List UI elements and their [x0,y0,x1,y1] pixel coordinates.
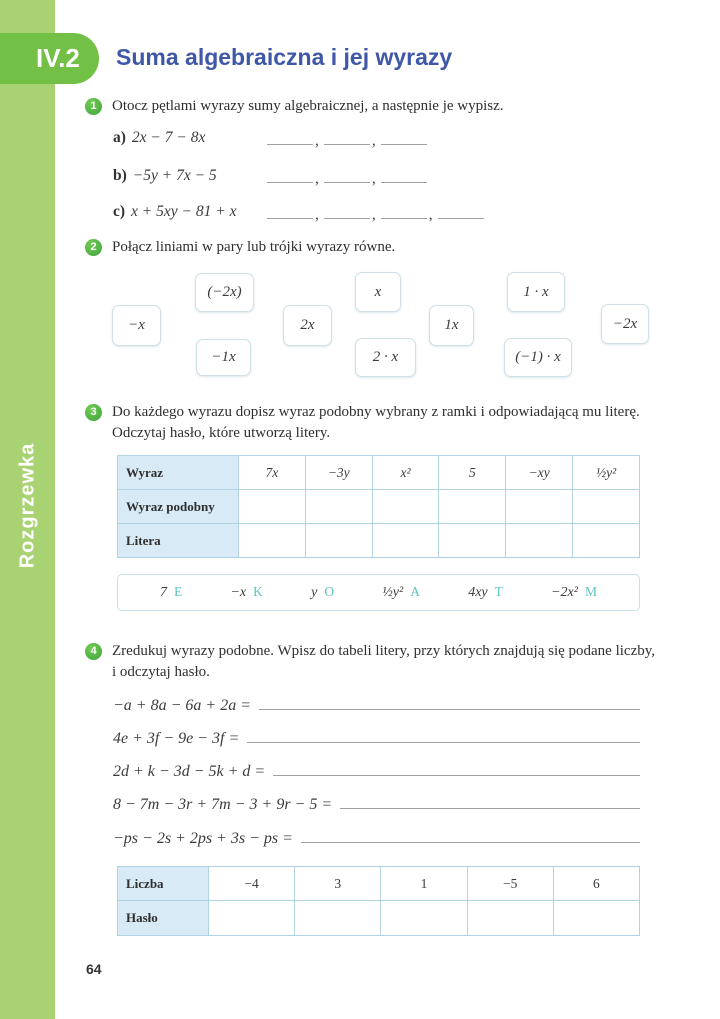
equation-1 [113,697,640,715]
equation-5 [113,830,640,848]
number-cell: 3 [295,867,381,901]
table-row [118,867,640,901]
item-label: a) [113,129,126,146]
row-label: Liczba [118,867,209,901]
table-row [118,456,640,490]
empty-cell [372,524,439,558]
exercise-4-instruction [85,641,660,683]
key-item [551,584,597,601]
equation-text: 2d + k − 3d − 5k + d = [113,763,266,780]
exercise-3-text: Do każdego wyrazu dopisz wyraz podobny wybrany z ramki i odpowiadającą mu literę. Odczytaj hasło, które utworzą litery. [112,404,640,441]
key-letter: K [253,584,263,599]
password-table [117,866,640,936]
empty-cell [239,490,306,524]
answer-blanks [267,131,427,150]
match-box-8: −1x [196,339,251,376]
key-item [382,584,420,601]
equation-text: 4e + 3f − 9e − 3f = [113,730,240,747]
equation-text: −a + 8a − 6a + 2a = [113,697,251,714]
equation-2 [113,730,640,748]
equation-4 [113,796,640,814]
item-label: c) [113,203,126,220]
answer-blank [438,205,484,219]
letter-key-box [117,574,640,611]
table-row [118,490,640,524]
key-expression: ½y² [382,585,404,600]
exercise-3-instruction [85,402,660,444]
exercise-1-item-a [113,129,376,151]
answer-blank [324,131,370,145]
empty-cell [295,901,381,936]
empty-cell [305,490,372,524]
empty-cell [506,524,573,558]
empty-cell [381,901,467,936]
key-letter: E [174,584,183,599]
key-item [230,584,262,601]
number-cell: −4 [209,867,295,901]
answer-blank [324,169,370,183]
match-box-9: 2 · x [355,338,416,377]
section-badge-label: IV.2 [36,43,80,73]
item-expression: −5y + 7x − 5 [132,167,217,184]
key-expression: −2x² [551,585,578,600]
item-expression: 2x − 7 − 8x [131,129,206,146]
table-row [118,901,640,936]
sidebar-section-label: Rozgrzewka [16,442,39,569]
empty-cell [439,524,506,558]
separator: , [315,206,319,223]
match-box-7: −2x [601,304,649,344]
similar-terms-table [117,455,640,558]
exercise-4-text: Zredukuj wyrazy podobne. Wpisz do tabeli litery, przy których znajdują się podane liczby, i odczytaj hasło. [112,643,656,680]
exercise-1-text: Otocz pętlami wyrazy sumy algebraicznej, a następnie je wypisz. [112,98,504,114]
exercise-2-instruction [85,237,645,258]
separator: , [428,206,433,223]
number-cell: 6 [553,867,639,901]
exercise-1-number-badge: 1 [85,98,102,115]
empty-cell [239,524,306,558]
term-cell: 5 [439,456,506,490]
row-label: Wyraz [118,456,239,490]
separator: , [315,170,319,187]
term-cell: x² [372,456,439,490]
exercise-2-number-badge: 2 [85,239,102,256]
separator: , [315,132,319,149]
equation-text: 8 − 7m − 3r + 7m − 3 + 9r − 5 = [113,796,333,813]
exercise-3-number-badge: 3 [85,404,102,421]
table-row [118,524,640,558]
number-cell: −5 [467,867,553,901]
match-box-6: 1x [429,305,474,346]
answer-blank [381,169,427,183]
match-box-5: 2x [283,305,332,346]
key-item [311,584,334,601]
term-cell: 7x [239,456,306,490]
key-letter: O [324,584,335,599]
empty-cell [553,901,639,936]
exercise-1-item-b [113,167,376,189]
empty-cell [467,901,553,936]
item-expression: x + 5xy − 81 + x [131,203,237,220]
key-letter: A [410,584,420,599]
key-item [468,584,503,601]
item-label: b) [113,167,127,184]
match-box-1: (−2x) [195,273,254,312]
row-label: Litera [118,524,239,558]
equation-3 [113,763,640,781]
empty-cell [573,490,640,524]
answer-blank [267,169,313,183]
answer-blank [324,205,370,219]
key-item [160,584,182,601]
answer-line [340,796,640,809]
empty-cell [209,901,295,936]
separator: , [371,170,376,187]
answer-line [273,763,640,776]
row-label: Wyraz podobny [118,490,239,524]
page-number: 64 [86,961,102,977]
answer-blank [267,131,313,145]
empty-cell [372,490,439,524]
match-box-10: (−1) · x [504,338,572,377]
answer-blanks [267,169,427,188]
match-box-3: 1 · x [507,272,565,312]
answer-line [301,830,640,843]
answer-line [247,730,640,743]
exercise-1-instruction [85,96,645,117]
section-badge [0,33,99,84]
key-expression: 7 [160,585,167,600]
row-label: Hasło [118,901,209,936]
exercise-1-item-c [113,203,433,225]
separator: , [371,132,376,149]
key-letter: M [584,584,597,599]
match-box-4: −x [112,305,161,346]
match-box-2: x [355,272,401,312]
number-cell: 1 [381,867,467,901]
empty-cell [506,490,573,524]
term-cell: ½y² [573,456,640,490]
key-expression: −x [230,585,247,600]
answer-blank [267,205,313,219]
page-title: Suma algebraiczna i jej wyrazy [116,44,453,70]
empty-cell [573,524,640,558]
exercise-2-text: Połącz liniami w pary lub trójki wyrazy równe. [112,239,396,255]
answer-line [259,697,640,710]
key-expression: y [311,585,318,600]
term-cell: −3y [305,456,372,490]
empty-cell [305,524,372,558]
answer-blanks [267,205,484,224]
answer-blank [381,131,427,145]
key-expression: 4xy [468,585,488,600]
separator: , [371,206,376,223]
exercise-4-number-badge: 4 [85,643,102,660]
equation-text: −ps − 2s + 2ps + 3s − ps = [113,830,293,847]
key-letter: T [494,584,503,599]
empty-cell [439,490,506,524]
term-cell: −xy [506,456,573,490]
answer-blank [381,205,427,219]
